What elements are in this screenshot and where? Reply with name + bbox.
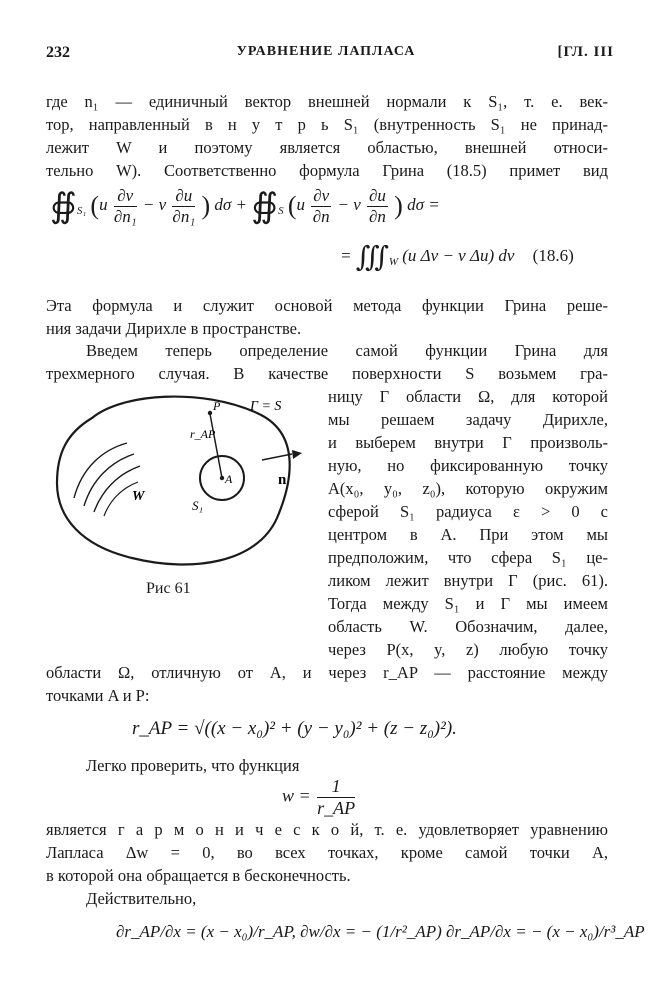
boundary-gamma: [57, 397, 290, 565]
page-number: 232: [46, 44, 70, 61]
text-line: ную, но фиксированную точку: [328, 456, 608, 475]
chapter-label: [ГЛ. III: [557, 44, 614, 60]
segment-r-ap: [210, 414, 222, 478]
label-w: W: [132, 489, 145, 504]
hatch-mark: [84, 454, 134, 506]
text-line: ликом лежит внутри Γ (рис. 61).: [328, 571, 608, 590]
text-line: Легко проверить, что функция: [86, 756, 300, 775]
running-title: УРАВНЕНИЕ ЛАПЛАСА: [236, 44, 416, 59]
text-line: через P(x, y, z) любую точку: [328, 640, 608, 659]
text-line: Тогда между S₁ и Γ мы имеем: [328, 594, 608, 613]
formula-18-6-lhs: $∯_{S_1}$ (u $\frac{\partial v}{\text{∂n₁}}$ − v $\frac{\partial u}{\text{∂n₁}}$ ) $d\sigma + ∯_S$ (u $\frac{\partial v}{\partial n}$ − v $\frac{\partial u}{\partial n}$ ) dσ =: [50, 186, 440, 226]
label-a: A: [225, 472, 233, 486]
text-line: мы решаем задачу Дирихле,: [328, 410, 608, 429]
figure-caption: Рис 61: [146, 580, 191, 597]
text-line: трехмерного случая. В качестве поверхности S возьмем гра-: [46, 364, 608, 383]
figure-61-diagram: [52, 388, 314, 573]
text-line: тельно W). Соответственно формула Грина (18.5) примет вид: [46, 161, 608, 180]
text-line: центром в A. При этом мы: [328, 525, 608, 544]
text-line: в которой она обращается в бесконечность.: [46, 866, 351, 885]
text-line: где n₁ — единичный вектор внешней нормали к S₁, т. е. век-: [46, 92, 608, 111]
text-line: Введем теперь определение самой функции Грина для: [86, 341, 608, 360]
point-a-dot: [220, 476, 224, 480]
label-n: n: [278, 472, 287, 488]
arrow-head-icon: [292, 450, 302, 459]
text-line: является г а р м о н и ч е с к о й, т. е. удовлетворяет уравнению: [46, 820, 608, 839]
normal-arrow: [262, 454, 292, 460]
text-line: Лапласа Δw = 0, во всех точках, кроме самой точки A,: [46, 843, 608, 862]
text-line: тор, направленный в н у т р ь S₁ (внутренность S₁ не принад-: [46, 115, 608, 134]
text-line: сферой S₁ радиуса ε > 0 с: [328, 502, 608, 521]
formula-derivatives: ∂r_AP/∂x = (x − x₀)/r_AP, ∂w/∂x = − (1/r²_AP) ∂r_AP/∂x = − (x − x₀)/r³_AP: [116, 922, 645, 941]
text-line: и выберем внутри Γ произволь-: [328, 433, 608, 452]
formula-w: w = $\frac{1}{r\_AP}$: [282, 776, 356, 818]
text-line: A(x₀, y₀, z₀), которую окружим: [328, 479, 608, 498]
text-line: предположим, что сфера S₁ це-: [328, 548, 608, 567]
point-p-dot: [208, 411, 212, 415]
hatch-mark: [74, 443, 127, 498]
label-p: P: [213, 399, 221, 413]
text-line: ницу Γ области Ω, для которой: [328, 387, 608, 406]
text-line: области Ω, отличную от A, и через r_AP — расстояние между: [46, 663, 608, 682]
formula-18-6-rhs: = $∭_W$ (u Δv − v Δu) dv (18.6): [340, 242, 574, 273]
label-gamma: Γ = S: [250, 399, 282, 414]
text-line: область W. Обозначим, далее,: [328, 617, 608, 636]
formula-r-ap: r_AP = √((x − x₀)² + (y − y₀)² + (z − z₀)²).: [132, 718, 457, 739]
text-line: Эта формула и служит основой метода функции Грина реше-: [46, 296, 608, 315]
text-line: лежит W и поэтому является областью, внешней относи-: [46, 138, 608, 157]
label-s1: S₁: [192, 498, 204, 513]
text-line: ния задачи Дирихле в пространстве.: [46, 319, 302, 338]
text-line: точками A и P:: [46, 686, 150, 705]
label-r-ap: r_AP: [190, 427, 216, 441]
text-line: Действительно,: [86, 889, 197, 908]
